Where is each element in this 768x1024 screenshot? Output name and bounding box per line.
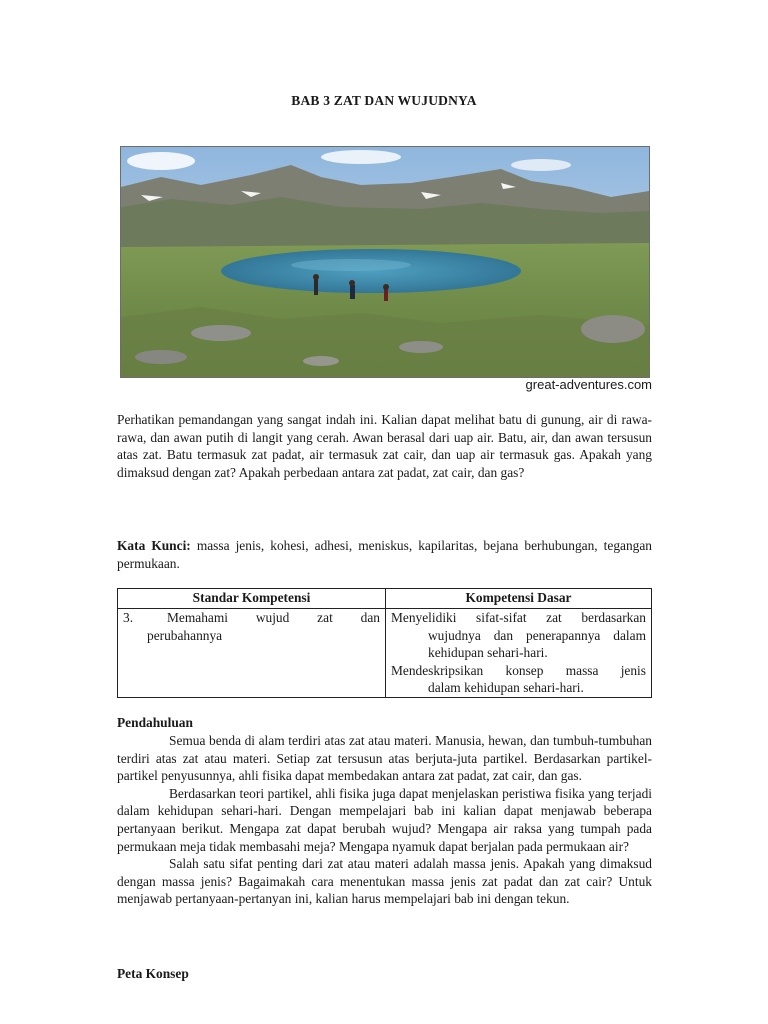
basic-competency-item: Mendeskripsikan konsep massa jenis dalam kehidupan sehari-hari. xyxy=(391,662,646,696)
concept-map-heading: Peta Konsep xyxy=(117,966,189,981)
chapter-title: BAB 3 ZAT DAN WUJUDNYA xyxy=(291,93,477,108)
intro-paragraph: Perhatikan pemandangan yang sangat indah ini. Kalian dapat melihat batu di gunung, air di rawa-rawa, dan awan putih di langit yang cerah. Awan berasal dari uap air. Batu, air, dan awan tersusun atas zat. Batu termasuk zat padat, air termasuk zat cair, dan uap air termasuk gas. Apakah yang dimaksud dengan zat? Apakah perbedaan antara zat padat, zat cair, dan gas? xyxy=(117,412,652,480)
introduction-paragraph: Berdasarkan teori partikel, ahli fisika juga dapat menjelaskan peristiwa fisika yang terjadi dalam kehidupan sehari-hari. Dengan mempelajari bab ini kalian dapat menjawab beberapa pertanyaan berikut. Mengapa zat dapat berubah wujud? Mengapa air raksa yang tumpah pada permukaan meja tidak membasahi meja? Mengapa nyamuk dapat berjalan pada permukaan air? xyxy=(117,785,652,854)
competency-table xyxy=(117,588,652,698)
keywords-paragraph xyxy=(117,537,652,572)
kompetensi-dasar-cell xyxy=(386,609,652,698)
basic-competency-item: Menyelidiki sifat-sifat zat berdasarkan wujudnya dan penerapannya dalam kehidupan sehari-hari. xyxy=(391,610,646,661)
image-credit: great-adventures.com xyxy=(525,377,652,392)
header-kompetensi-dasar: Kompetensi Dasar xyxy=(386,589,652,609)
introduction-paragraph: Semua benda di alam terdiri atas zat atau materi. Manusia, hewan, dan tumbuh-tumbuhan terdiri atas zat atau materi. Setiap zat tersusun atas berjuta-juta partikel. Berdasarkan partikel-partikel penyusunnya, ahli fisika dapat membedakan antara zat padat, zat cair, dan gas. xyxy=(117,733,652,784)
standar-kompetensi-cell xyxy=(118,609,386,698)
standard-text-line2: perubahannya xyxy=(147,627,223,643)
introduction-heading: Pendahuluan xyxy=(117,715,193,730)
keywords-text: massa jenis, kohesi, adhesi, meniskus, kapilaritas, bejana berhubungan, tegangan permukaan. xyxy=(117,538,653,571)
introduction-paragraph: Salah satu sifat penting dari zat atau materi adalah massa jenis. Apakah yang dimaksud dengan massa jenis? Bagaimakah cara menentukan massa jenis zat padat dan zat cair? Untuk menjawab pertanyaan-pertanyan ini, kalian harus mempelajari bab ini dengan tekun. xyxy=(117,856,652,907)
landscape-photo xyxy=(120,146,650,378)
introduction-body xyxy=(117,732,652,908)
standard-number: 3. xyxy=(123,610,134,625)
standard-text-line1: Memahami wujud zat dan xyxy=(167,610,380,625)
header-standar-kompetensi: Standar Kompetensi xyxy=(118,589,386,609)
keywords-label: Kata Kunci: xyxy=(117,538,191,553)
